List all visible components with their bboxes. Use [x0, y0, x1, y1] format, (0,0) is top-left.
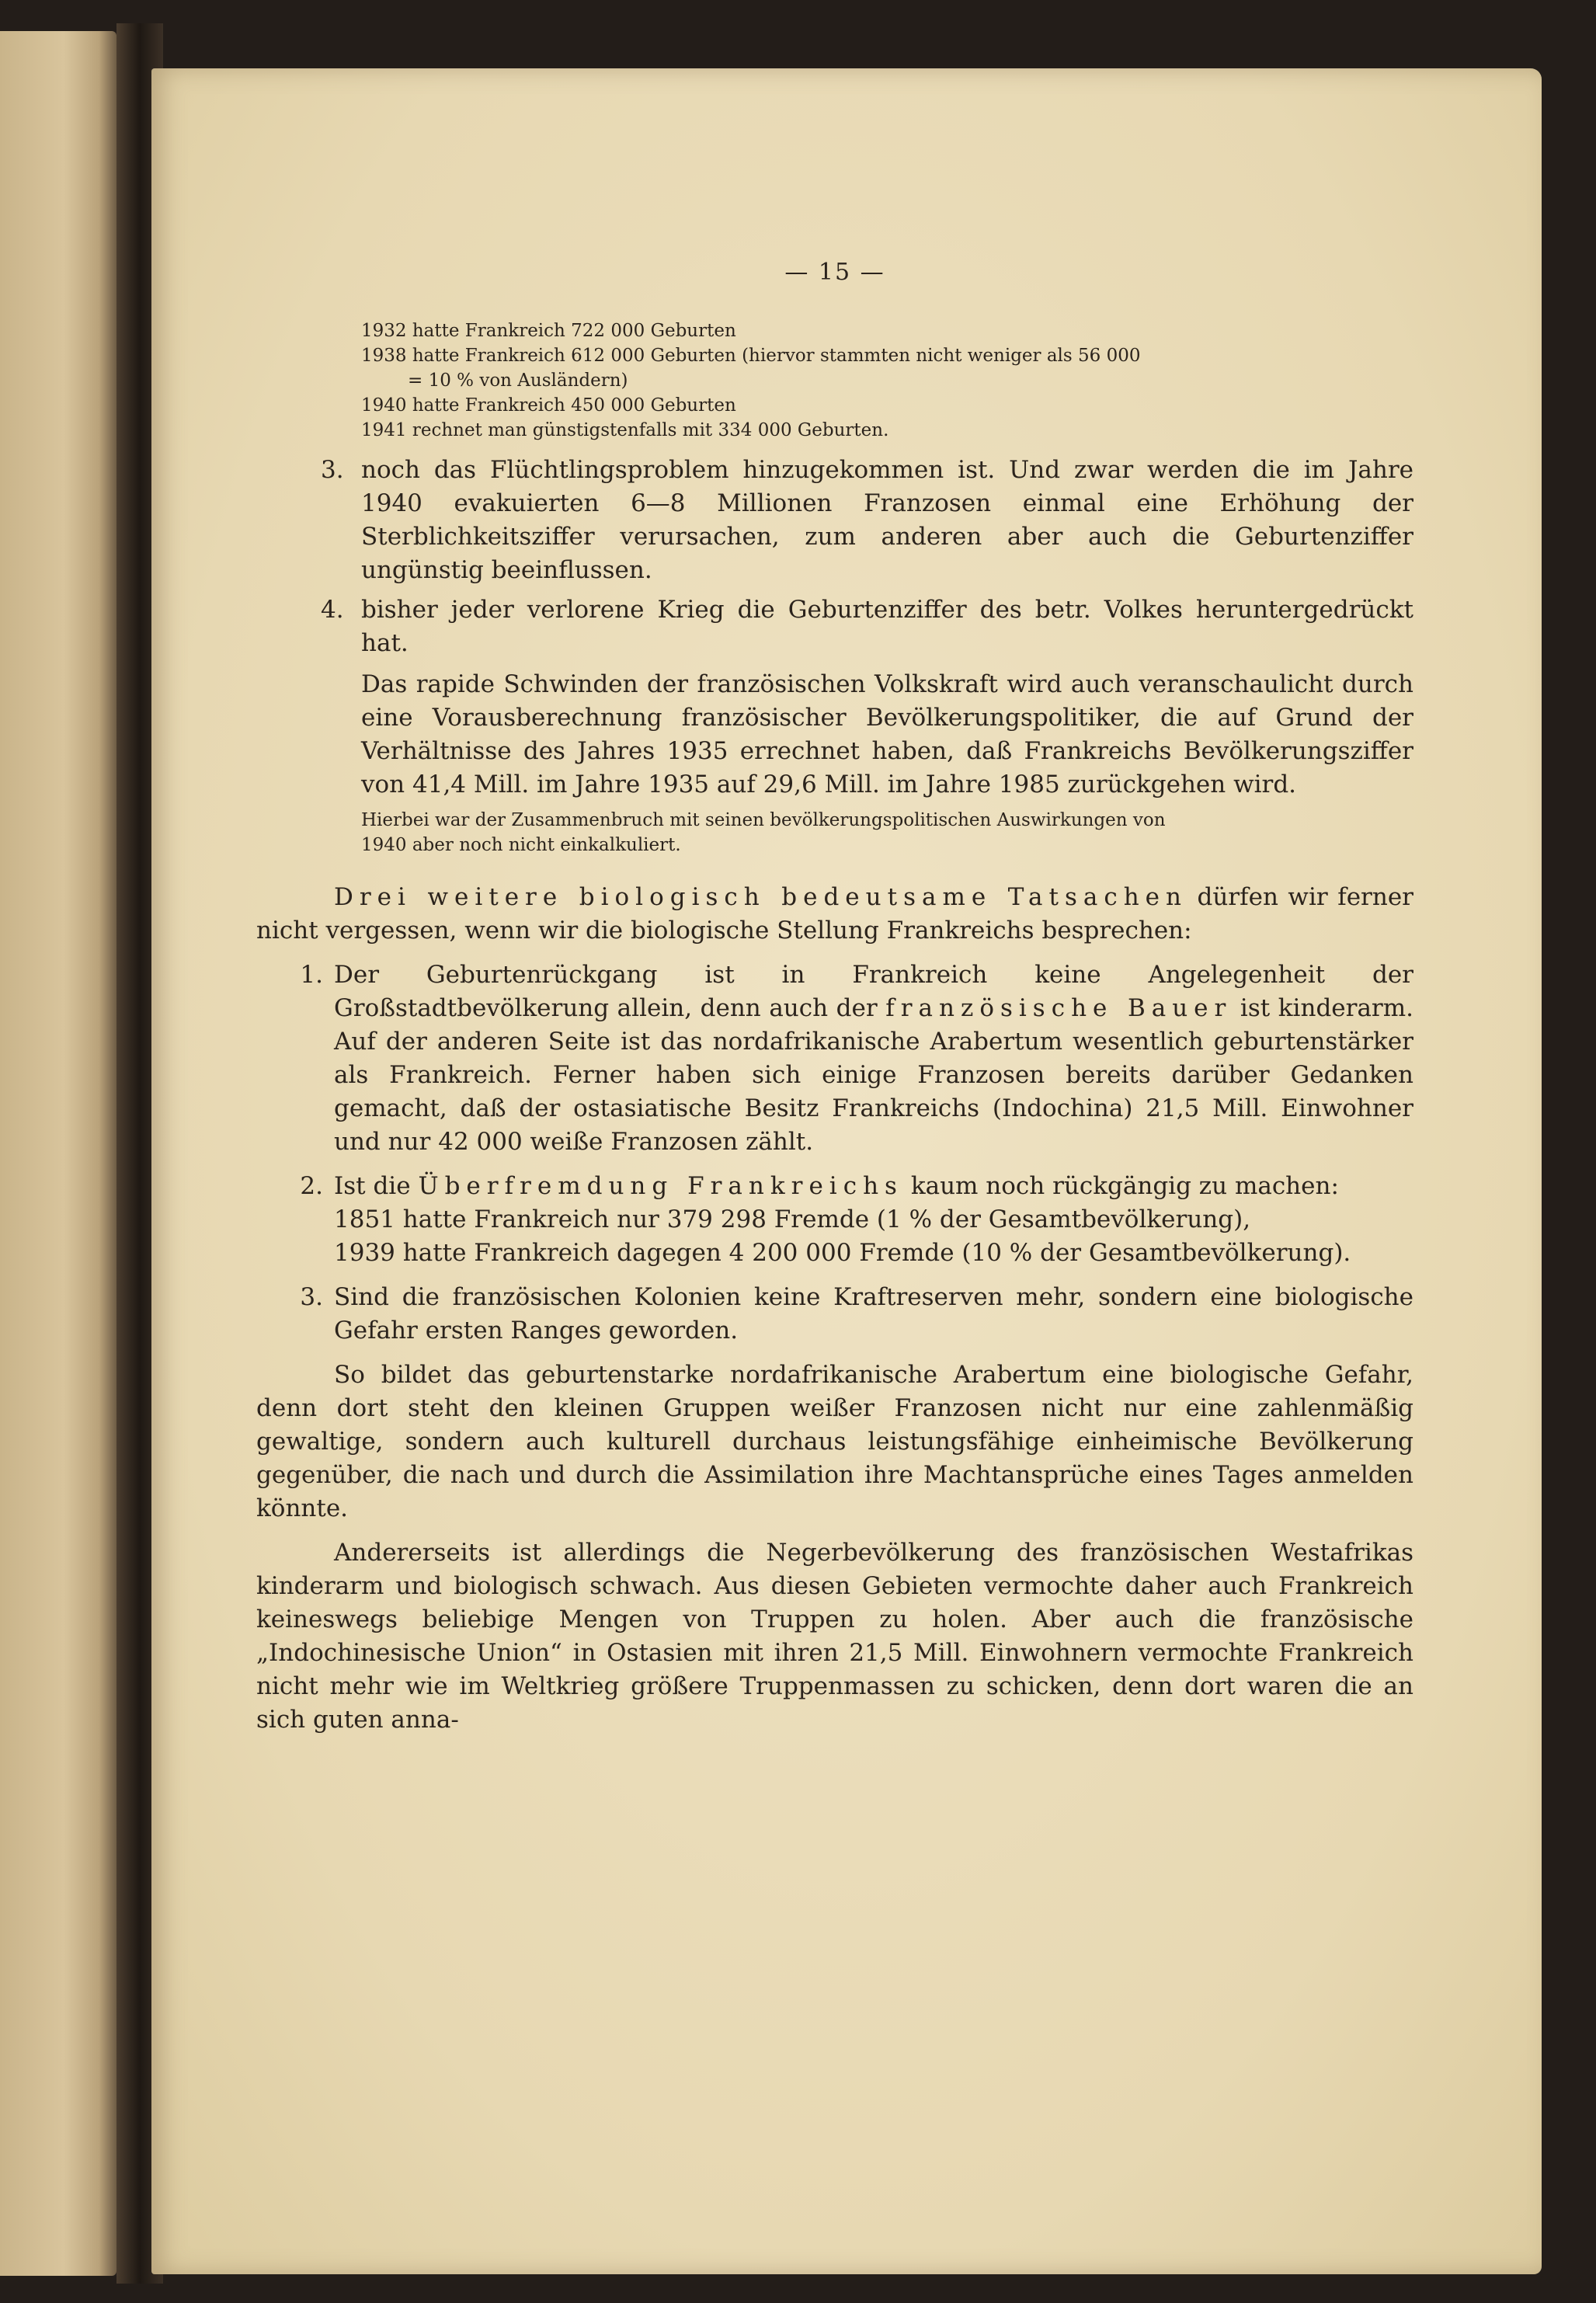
note-line: Hierbei war der Zusammenbruch mit seinen bevölkerungspolitischen Auswirkungen von	[361, 810, 1166, 830]
note-line: = 10 % von Ausländern)	[408, 370, 628, 391]
item-text: Sind die französischen Kolonien keine Kraftreserven mehr, sondern eine biologische Gefahr ersten Ranges geworden.	[334, 1283, 1413, 1345]
item-text	[334, 958, 1413, 1159]
note-line: 1940 aber noch nicht einkalkuliert.	[361, 835, 681, 855]
page-number: — 15 —	[784, 259, 885, 286]
note-line: 1940 hatte Frankreich 450 000 Geburten	[361, 395, 736, 416]
text-run: kaum noch rückgängig zu machen:	[902, 1172, 1339, 1200]
item-number: 2.	[300, 1172, 323, 1200]
paragraph: Andererseits ist allerdings die Negerbevölkerung des französischen Westafrikas kinderarm und biologisch schwach. Aus diesen Gebieten vermochte daher auch Frankreich keineswegs beliebige Mengen von Truppen zu holen. Aber auch die französische „Indochinesische Union“ in Ostasien mit ihren 21,5 Mill. Einwohnern vermochte Frankreich nicht mehr wie im Weltkrieg größere Truppenmassen zu schicken, denn dort waren die an sich guten anna-	[256, 1539, 1413, 1734]
text-run: Ist die	[334, 1172, 419, 1200]
statistic-line: 1939 hatte Frankreich dagegen 4 200 000 Fremde (10 % der Gesamtbevölkerung).	[334, 1239, 1351, 1267]
footnote-birth-statistics	[256, 318, 1413, 443]
footnote-collapse	[256, 808, 1413, 858]
item-text: bisher jeder verlorene Krieg die Geburtenziffer des betr. Volkes heruntergedrückt hat.	[361, 596, 1413, 657]
item-text: noch das Flüchtlingsproblem hinzugekommen ist. Und zwar werden die im Jahre 1940 evakuierten 6—8 Millionen Franzosen einmal eine Erhöhung der Sterblichkeitsziffer verursachen, zum anderen aber auch die Geburtenziffer ungünstig beeinflussen.	[361, 456, 1413, 584]
paragraph: Das rapide Schwinden der französischen Volkskraft wird auch veranschaulicht durch eine Vorausberechnung französischer Bevölkerungspolitiker, die auf Grund der Verhältnisse des Jahres 1935 errechnet haben, daß Frankreichs Bevölkerungsziffer von 41,4 Mill. im Jahre 1935 auf 29,6 Mill. im Jahre 1985 zurückgehen wird.	[361, 670, 1413, 798]
list-item	[256, 454, 1413, 587]
spaced-emphasis: Überfremdung Frankreichs	[418, 1172, 903, 1200]
paragraph-intro	[256, 881, 1413, 948]
item-number: 3.	[300, 1283, 323, 1311]
text-run: ist kinderarm. Auf der anderen Seite ist das nordafrikanische Arabertum wesentlich geburtenstärker als Frankreich. Ferner haben sich einige Franzosen bereits darüber Gedanken gemacht, daß der ostasiatische Besitz Frankreichs (Indochina) 21,5 Mill. Einwohner und nur 42 000 weiße Franzosen zählt.	[334, 994, 1413, 1156]
item-text	[334, 1170, 1413, 1270]
spaced-emphasis: Drei weitere biologisch bedeutsame Tatsachen	[334, 883, 1187, 911]
note-line: 1941 rechnet man günstigstenfalls mit 334 000 Geburten.	[361, 420, 889, 440]
list-item-1	[256, 958, 1413, 1159]
note-line: 1932 hatte Frankreich 722 000 Geburten	[361, 321, 736, 341]
page-text	[256, 259, 1413, 1737]
main-body	[256, 454, 1413, 1737]
item-number: 4.	[321, 596, 344, 624]
list-item	[256, 593, 1413, 660]
item-number: 3.	[321, 456, 344, 484]
list-item-3	[256, 1281, 1413, 1348]
item-number: 1.	[300, 961, 323, 989]
paragraph: So bildet das geburtenstarke nordafrikanische Arabertum eine biologische Gefahr, denn dort steht den kleinen Gruppen weißer Franzosen nicht nur eine zahlenmäßig gewaltige, sondern auch kulturell durchaus leistungsfähige einheimische Bevölkerung gegenüber, die nach und durch die Assimilation ihre Machtansprüche eines Tages anmelden könnte.	[256, 1361, 1413, 1522]
spaced-emphasis: französische Bauer	[885, 994, 1233, 1022]
statistic-line: 1851 hatte Frankreich nur 379 298 Fremde (1 % der Gesamtbevölkerung),	[334, 1205, 1251, 1233]
left-page-edge	[0, 31, 116, 2276]
list-item-2	[256, 1170, 1413, 1270]
book-page	[151, 68, 1542, 2274]
text-run: dürfen wir ferner nicht vergessen, wenn wir die biologische Stellung Frankreichs besprechen:	[256, 883, 1413, 945]
note-line: 1938 hatte Frankreich 612 000 Geburten (hiervor stammten nicht weniger als 56 000	[361, 346, 1141, 366]
text-run: Der Geburtenrückgang ist in Frankreich keine Angelegenheit der Großstadtbevölkerung allein, denn auch der	[334, 961, 1413, 1022]
